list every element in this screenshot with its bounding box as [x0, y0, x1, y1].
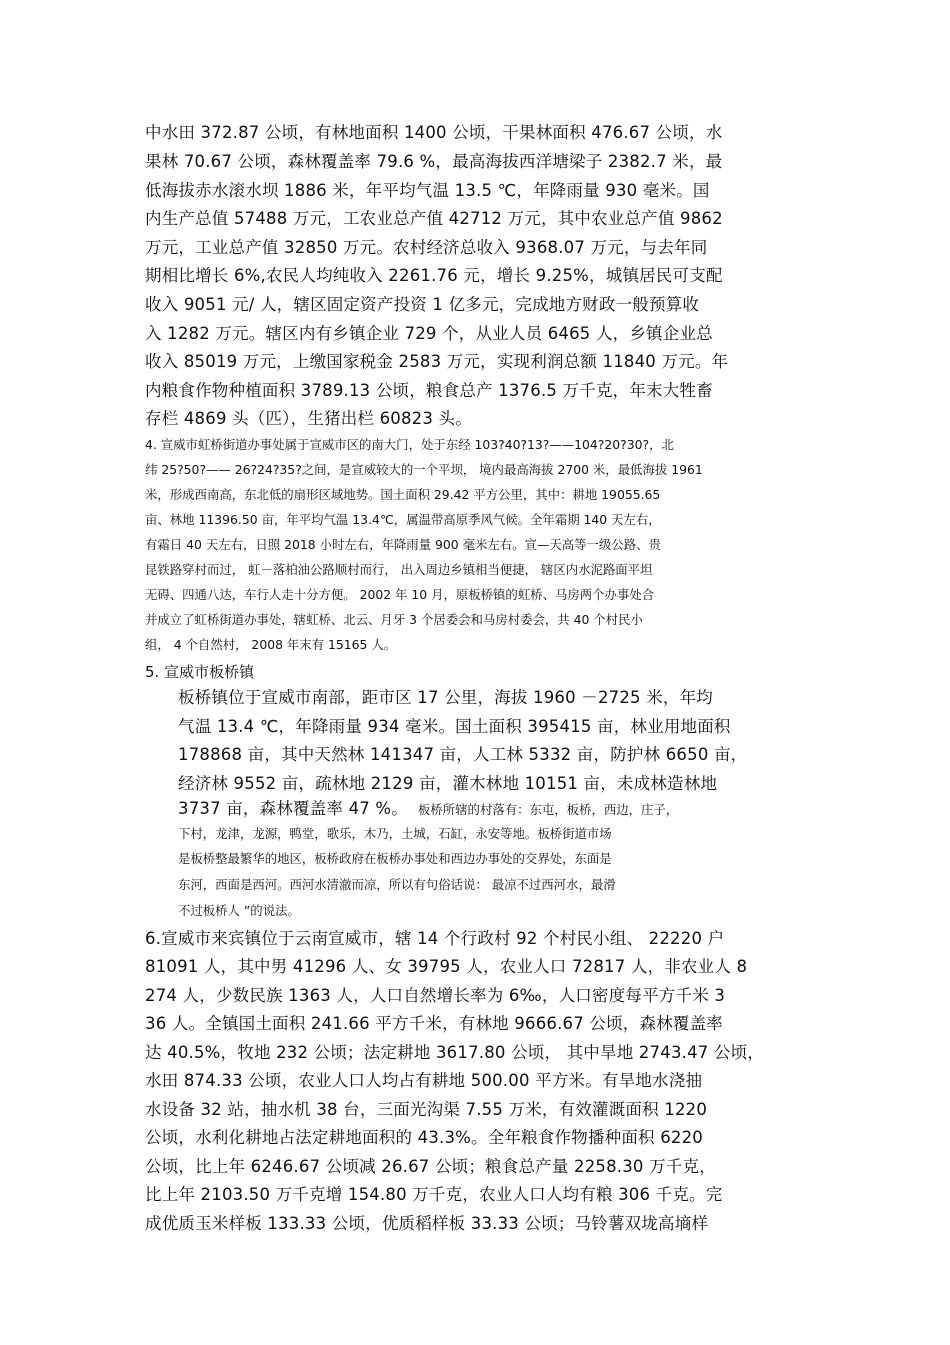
paragraph-line: 收入 9051 元/ 人，辖区固定资产投资 1 亿多元，完成地方财政一般预算收 — [145, 295, 700, 314]
item-6-line: 274 人，少数民族 1363 人，人口自然增长率为 6‰，人口密度每平方千米 3 — [145, 986, 726, 1005]
item-4-line: 组， 4 个自然村， 2008 年末有 15165 人。 — [145, 637, 397, 652]
item-6-line: 6.宣威市来宾镇位于云南宣威市，辖 14 个行政村 92 个村民小组、 22220 户 — [145, 929, 725, 948]
item-6-line: 水田 874.33 公顷，农业人口人均占有耕地 500.00 平方米。有旱地水浇抽 — [145, 1071, 703, 1090]
item-6-line: 水设备 32 站，抽水机 38 台，三面光沟渠 7.55 万米，有效灌溉面积 1220 — [145, 1100, 708, 1119]
item-5-line-part: 3737 亩，森林覆盖率 47 %。 — [178, 799, 408, 818]
item-5-line: 板桥镇位于宣威市南部，距市区 17 公里，海拔 1960 －2725 米，年均 — [178, 688, 714, 707]
item-6-line: 公顷，水利化耕地占法定耕地面积的 43.3%。全年粮食作物播种面积 6220 — [145, 1128, 703, 1147]
paragraph-line: 中水田 372.87 公顷，有林地面积 1400 公顷，干果林面积 476.67 公顷，水 — [145, 123, 723, 142]
item-6-line: 比上年 2103.50 万千克增 154.80 万千克，农业人口人均有粮 306 千克。完 — [145, 1185, 723, 1204]
item-6-line: 成优质玉米样板 133.33 公顷，优质稻样板 33.33 公顷；马铃薯双垅高墒样 — [145, 1214, 709, 1233]
item-6-line: 公顷，比上年 6246.67 公顷减 26.67 公顷；粮食总产量 2258.30 万千克， — [145, 1157, 716, 1176]
paragraph-line: 内粮食作物种植面积 3789.13 公顷，粮食总产 1376.5 万千克，年末大牲畜 — [145, 381, 713, 400]
paragraph-line: 内生产总值 57488 万元，工农业总产值 42712 万元，其中农业总产值 9862 — [145, 209, 723, 228]
paragraph-line: 万元，工业总产值 32850 万元。农村经济总收入 9368.07 万元，与去年同 — [145, 238, 708, 257]
item-5-line-part: 板桥所辖的村落有：东屯，板桥，西边，庄子， — [418, 802, 679, 817]
item-4-line: 4. 宣威市虹桥街道办事处属于宣威市区的南大门，处于东经 103?40?13?——104?20?30?，北 — [145, 437, 674, 452]
item-4-line: 并成立了虹桥街道办事处，辖虹桥、北云、月牙 3 个居委会和马房村委会，共 40 个村民小 — [145, 612, 643, 627]
paragraph-line: 果林 70.67 公顷，森林覆盖率 79.6 %，最高海拔西洋塘梁子 2382.7 米，最 — [145, 152, 723, 171]
item-5-line: 不过板桥人 ”的说法。 — [178, 903, 300, 918]
paragraph-line: 低海拔赤水滚水坝 1886 米，年平均气温 13.5 ℃，年降雨量 930 毫米。国 — [145, 181, 710, 200]
item-4-line: 昆铁路穿村而过， 虹－落柏油公路顺村而行， 出入周边乡镇相当便捷， 辖区内水泥路面平坦 — [145, 562, 653, 577]
paragraph-line: 存栏 4869 头（匹），生猪出栏 60823 头。 — [145, 409, 472, 428]
item-5-line: 是板桥整最繁华的地区，板桥政府在板桥办事处和西边办事处的交界处，东面是 — [178, 851, 612, 866]
item-4-line: 无碍、四通八达，车行人走十分方便。 2002 年 10 月，原板桥镇的虹桥、马房两个办事处合 — [145, 587, 655, 602]
item-5-line: 经济林 9552 亩，疏林地 2129 亩，灌木林地 10151 亩，未成林造林地 — [178, 774, 718, 793]
item-5-line: 178868 亩，其中天然林 141347 亩，人工林 5332 亩，防护林 6650 亩， — [178, 745, 748, 764]
item-4-line: 纬 25?50?—— 26?24?35?之间，是宣威较大的一个平坝， 境内最高海拔 2700 米，最低海拔 1961 — [145, 462, 703, 477]
paragraph-line: 入 1282 万元。辖区内有乡镇企业 729 个，从业人员 6465 人，乡镇企业总 — [145, 324, 713, 343]
item-5-line: 东河，西面是西河。西河水清澈而凉，所以有句俗话说： 最凉不过西河水，最滑 — [178, 877, 616, 892]
item-4-line: 有霜日 40 天左右，日照 2018 小时左右，年降雨量 900 毫米左右。宣—天高等一级公路、贵 — [145, 537, 661, 552]
paragraph-line: 收入 85019 万元，上缴国家税金 2583 万元，实现利润总额 11840 万元。年 — [145, 352, 729, 371]
item-5-heading: 5. 宣威市板桥镇 — [145, 663, 255, 681]
item-4-line: 米，形成西南高，东北低的扇形区域地势。国土面积 29.42 平方公里，其中：耕地 19055.65 — [145, 487, 661, 502]
item-5-line: 下村，龙津，龙源，鸭堂，歌乐，木乃，土城，石缸，永安等地。板桥街道市场 — [178, 826, 612, 841]
item-5-line: 气温 13.4 ℃，年降雨量 934 毫米。国土面积 395415 亩，林业用地面积 — [178, 717, 731, 736]
item-6-line: 81091 人，其中男 41296 人、女 39795 人，农业人口 72817 人，非农业人 8 — [145, 957, 748, 976]
item-6-line: 36 人。全镇国土面积 241.66 平方千米，有林地 9666.67 公顷，森林覆盖率 — [145, 1014, 723, 1033]
paragraph-line: 期相比增长 6%,农民人均纯收入 2261.76 元，增长 9.25%，城镇居民可支配 — [145, 266, 723, 285]
item-6-line: 达 40.5%，牧地 232 公顷；法定耕地 3617.80 公顷， 其中旱地 2743.47 公顷， — [145, 1043, 765, 1062]
item-4-line: 亩、林地 11396.50 亩，年平均气温 13.4℃，属温带高原季风气候。全年霜期 140 天左右， — [145, 512, 661, 527]
item-5-line-mixed — [178, 801, 678, 818]
